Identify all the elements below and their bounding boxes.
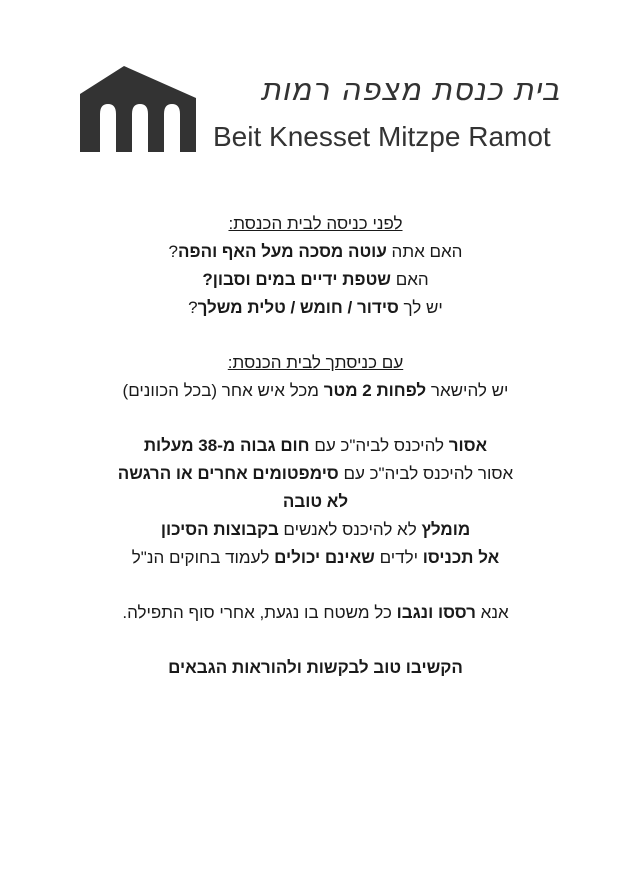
before-entering-heading: לפני כניסה לבית הכנסת: <box>228 214 403 233</box>
upon-entering-heading: עם כניסתך לבית הכנסת: <box>227 353 404 372</box>
question-mask: האם אתה עוטה מסכה מעל האף והפה? <box>168 242 463 261</box>
question-siddur: יש לך סידור / חומש / טלית משלך? <box>188 298 443 317</box>
logo-hebrew-name: בית כנסת מצפה רמות <box>260 72 560 108</box>
symptoms-rule-continued: לא טובה <box>282 492 349 511</box>
synagogue-arches-icon <box>80 66 196 152</box>
distance-rule: יש להישאר לפחות 2 מטר מכל איש אחר (בכל הכוונים) <box>122 381 509 400</box>
question-hands: האם שטפת ידיים במים וסבון? <box>202 270 429 289</box>
closing-line: הקשיבו טוב לבקשות ולהוראות הגבאים <box>168 658 463 677</box>
notice-body <box>60 210 571 682</box>
logo <box>80 66 560 156</box>
children-rule: אל תכניסו ילדים שאינם יכולים לעמוד בחוקים הנ"ל <box>131 548 500 567</box>
risk-group-rule: מומלץ לא להיכנס לאנשים בקבוצות הסיכון <box>160 520 471 539</box>
symptoms-rule: אסור להיכנס לביה"כ עם סימפטומים אחרים או הרגשה <box>117 464 514 483</box>
spray-instruction: אנא רססו ונגבו כל משטח בו נגעת, אחרי סוף התפילה. <box>122 603 509 622</box>
logo-english-name: Beit Knesset Mitzpe Ramot <box>213 121 551 152</box>
fever-rule: אסור להיכנס לביה"כ עם חום גבוה מ-38 מעלות <box>143 436 488 455</box>
